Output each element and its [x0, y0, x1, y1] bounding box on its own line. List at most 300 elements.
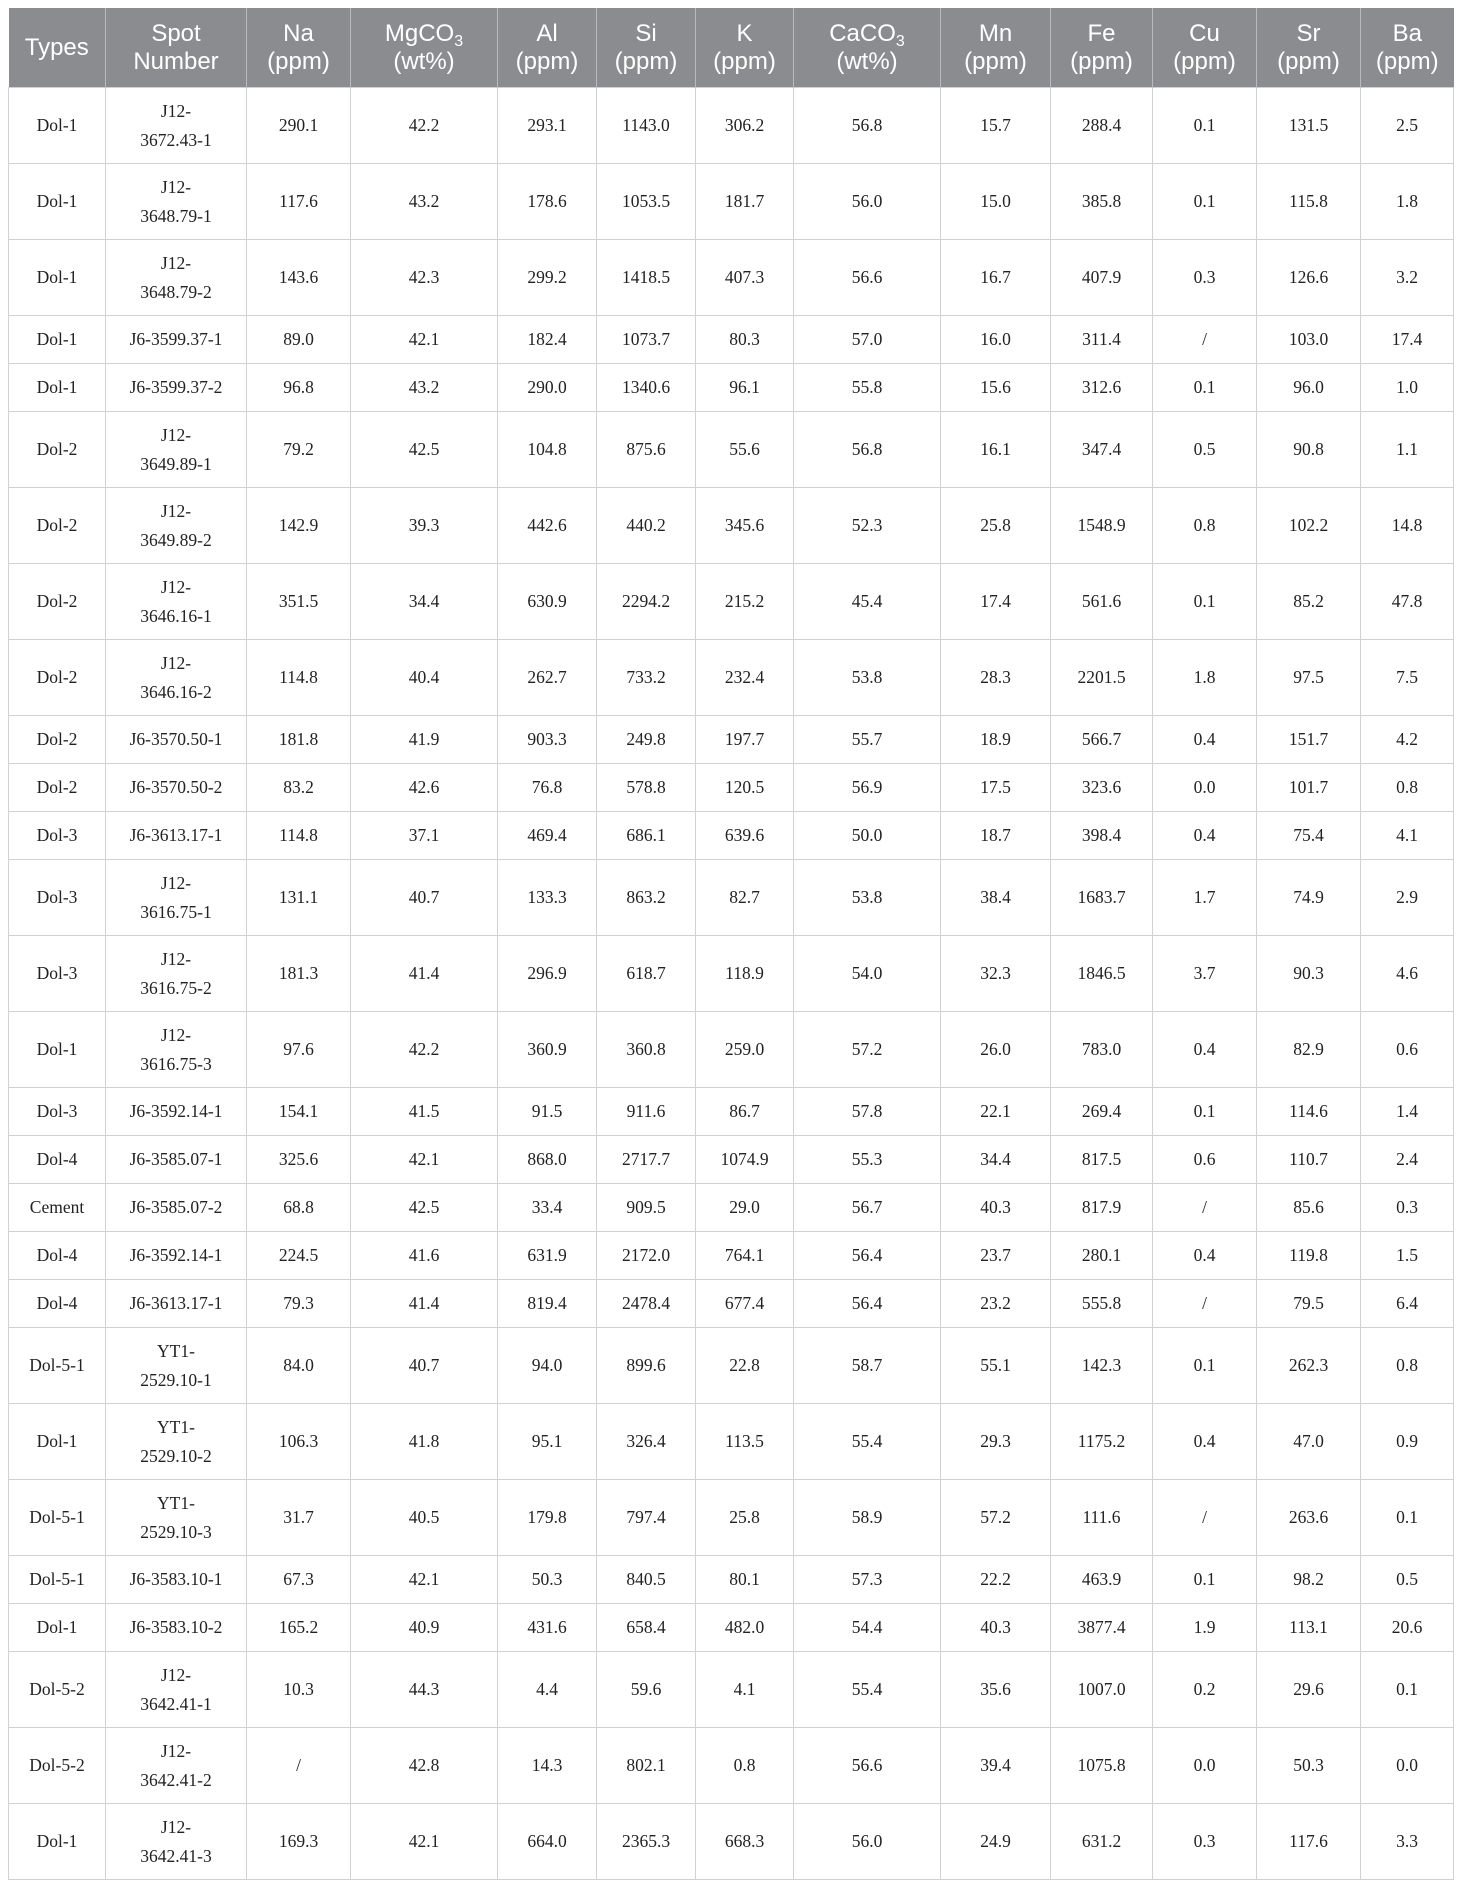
- table-row: [9, 1232, 1454, 1280]
- cell-na: 79.3: [247, 1280, 351, 1328]
- cell-cu: 0.3: [1153, 240, 1257, 316]
- column-header-main: Fe: [1087, 19, 1116, 47]
- cell-al: 76.8: [498, 764, 597, 812]
- cell-mn: 23.2: [941, 1280, 1051, 1328]
- table-row: [9, 1652, 1454, 1728]
- cell-al: 631.9: [498, 1232, 597, 1280]
- cell-ba: 2.5: [1361, 88, 1454, 164]
- cell-mn: 17.5: [941, 764, 1051, 812]
- table-row: [9, 488, 1454, 564]
- cell-k: 118.9: [696, 936, 794, 1012]
- cell-fe: 398.4: [1051, 812, 1153, 860]
- cell-type: Cement: [9, 1184, 106, 1232]
- cell-si: 1418.5: [597, 240, 696, 316]
- cell-mgco3: 42.2: [351, 1012, 498, 1088]
- cell-mgco3: 41.9: [351, 716, 498, 764]
- cell-mgco3: 42.1: [351, 1804, 498, 1880]
- cell-na: 143.6: [247, 240, 351, 316]
- cell-na: 96.8: [247, 364, 351, 412]
- cell-mn: 55.1: [941, 1328, 1051, 1404]
- cell-mgco3: 42.8: [351, 1728, 498, 1804]
- cell-caco3: 53.8: [794, 860, 941, 936]
- column-header-unit: (wt%): [836, 47, 898, 75]
- cell-mgco3: 42.1: [351, 1136, 498, 1184]
- cell-spot-number: J12- 3642.41-1: [106, 1652, 247, 1728]
- cell-si: 2294.2: [597, 564, 696, 640]
- column-header-cu: [1153, 8, 1257, 88]
- cell-caco3: 45.4: [794, 564, 941, 640]
- cell-cu: 0.4: [1153, 1232, 1257, 1280]
- cell-cu: 0.4: [1153, 812, 1257, 860]
- table-row: [9, 88, 1454, 164]
- cell-si: 802.1: [597, 1728, 696, 1804]
- cell-caco3: 55.4: [794, 1404, 941, 1480]
- cell-mn: 57.2: [941, 1480, 1051, 1556]
- column-header-main: K: [736, 19, 753, 47]
- cell-sr: 79.5: [1257, 1280, 1361, 1328]
- cell-na: 68.8: [247, 1184, 351, 1232]
- cell-na: 131.1: [247, 860, 351, 936]
- column-header-main: CaCO: [829, 19, 896, 47]
- table-row: [9, 764, 1454, 812]
- column-header-main: Sr: [1296, 19, 1321, 47]
- cell-mn: 18.9: [941, 716, 1051, 764]
- cell-al: 104.8: [498, 412, 597, 488]
- cell-sr: 90.8: [1257, 412, 1361, 488]
- cell-fe: 555.8: [1051, 1280, 1153, 1328]
- cell-si: 2478.4: [597, 1280, 696, 1328]
- cell-fe: 385.8: [1051, 164, 1153, 240]
- cell-type: Dol-5-2: [9, 1652, 106, 1728]
- cell-na: 117.6: [247, 164, 351, 240]
- cell-spot-number: J6-3570.50-1: [106, 716, 247, 764]
- cell-k: 120.5: [696, 764, 794, 812]
- cell-fe: 1175.2: [1051, 1404, 1153, 1480]
- cell-spot-number: J12- 3616.75-3: [106, 1012, 247, 1088]
- cell-si: 1143.0: [597, 88, 696, 164]
- table-row: [9, 812, 1454, 860]
- cell-fe: 288.4: [1051, 88, 1153, 164]
- cell-ba: 0.8: [1361, 764, 1454, 812]
- cell-na: 290.1: [247, 88, 351, 164]
- cell-mgco3: 40.4: [351, 640, 498, 716]
- cell-cu: 0.1: [1153, 564, 1257, 640]
- cell-caco3: 58.7: [794, 1328, 941, 1404]
- table-row: [9, 1556, 1454, 1604]
- cell-k: 29.0: [696, 1184, 794, 1232]
- cell-spot-number: J6-3585.07-2: [106, 1184, 247, 1232]
- cell-mn: 40.3: [941, 1604, 1051, 1652]
- column-header-main: Types: [24, 33, 89, 61]
- cell-fe: 347.4: [1051, 412, 1153, 488]
- cell-spot-number: J6-3583.10-1: [106, 1556, 247, 1604]
- cell-mn: 39.4: [941, 1728, 1051, 1804]
- cell-na: 142.9: [247, 488, 351, 564]
- cell-al: 469.4: [498, 812, 597, 860]
- cell-ba: 1.0: [1361, 364, 1454, 412]
- cell-ba: 3.2: [1361, 240, 1454, 316]
- cell-k: 677.4: [696, 1280, 794, 1328]
- cell-si: 2365.3: [597, 1804, 696, 1880]
- column-header-subscript: 3: [454, 32, 464, 50]
- cell-spot-number: J12- 3672.43-1: [106, 88, 247, 164]
- cell-k: 86.7: [696, 1088, 794, 1136]
- cell-si: 1073.7: [597, 316, 696, 364]
- cell-mn: 15.6: [941, 364, 1051, 412]
- cell-sr: 74.9: [1257, 860, 1361, 936]
- cell-mn: 16.0: [941, 316, 1051, 364]
- cell-k: 764.1: [696, 1232, 794, 1280]
- cell-fe: 2201.5: [1051, 640, 1153, 716]
- table-row: [9, 860, 1454, 936]
- cell-mgco3: 42.1: [351, 1556, 498, 1604]
- cell-fe: 783.0: [1051, 1012, 1153, 1088]
- column-header-mn: [941, 8, 1051, 88]
- cell-cu: 0.3: [1153, 1804, 1257, 1880]
- table-row: [9, 1404, 1454, 1480]
- cell-mn: 17.4: [941, 564, 1051, 640]
- cell-cu: 1.8: [1153, 640, 1257, 716]
- cell-ba: 4.1: [1361, 812, 1454, 860]
- cell-cu: 0.1: [1153, 88, 1257, 164]
- cell-k: 197.7: [696, 716, 794, 764]
- cell-type: Dol-2: [9, 488, 106, 564]
- column-header-unit: (ppm): [614, 47, 678, 75]
- cell-type: Dol-5-1: [9, 1556, 106, 1604]
- table-row: [9, 164, 1454, 240]
- cell-caco3: 56.4: [794, 1232, 941, 1280]
- cell-caco3: 56.6: [794, 1728, 941, 1804]
- cell-caco3: 55.3: [794, 1136, 941, 1184]
- cell-na: /: [247, 1728, 351, 1804]
- cell-fe: 3877.4: [1051, 1604, 1153, 1652]
- cell-type: Dol-1: [9, 1012, 106, 1088]
- cell-fe: 817.9: [1051, 1184, 1153, 1232]
- cell-mgco3: 34.4: [351, 564, 498, 640]
- cell-mn: 29.3: [941, 1404, 1051, 1480]
- cell-mgco3: 43.2: [351, 364, 498, 412]
- cell-si: 658.4: [597, 1604, 696, 1652]
- cell-mn: 40.3: [941, 1184, 1051, 1232]
- cell-k: 482.0: [696, 1604, 794, 1652]
- cell-mgco3: 41.6: [351, 1232, 498, 1280]
- cell-mgco3: 40.5: [351, 1480, 498, 1556]
- cell-si: 578.8: [597, 764, 696, 812]
- cell-type: Dol-2: [9, 640, 106, 716]
- column-header-main: Si: [635, 19, 657, 47]
- cell-spot-number: J6-3592.14-1: [106, 1088, 247, 1136]
- cell-mgco3: 39.3: [351, 488, 498, 564]
- cell-cu: 0.6: [1153, 1136, 1257, 1184]
- cell-type: Dol-2: [9, 564, 106, 640]
- cell-ba: 1.4: [1361, 1088, 1454, 1136]
- cell-al: 91.5: [498, 1088, 597, 1136]
- cell-cu: 0.5: [1153, 412, 1257, 488]
- cell-k: 668.3: [696, 1804, 794, 1880]
- column-header-unit: (ppm): [1375, 47, 1439, 75]
- cell-si: 909.5: [597, 1184, 696, 1232]
- column-header-subscript: 3: [895, 32, 905, 50]
- cell-si: 440.2: [597, 488, 696, 564]
- cell-spot-number: J12- 3649.89-2: [106, 488, 247, 564]
- cell-ba: 1.5: [1361, 1232, 1454, 1280]
- cell-cu: 1.9: [1153, 1604, 1257, 1652]
- cell-type: Dol-1: [9, 364, 106, 412]
- cell-na: 114.8: [247, 640, 351, 716]
- column-header-unit: (ppm): [964, 47, 1027, 75]
- cell-sr: 113.1: [1257, 1604, 1361, 1652]
- cell-cu: /: [1153, 1184, 1257, 1232]
- cell-type: Dol-3: [9, 860, 106, 936]
- cell-caco3: 56.7: [794, 1184, 941, 1232]
- cell-al: 819.4: [498, 1280, 597, 1328]
- cell-fe: 1683.7: [1051, 860, 1153, 936]
- cell-spot-number: J6-3599.37-1: [106, 316, 247, 364]
- cell-k: 80.3: [696, 316, 794, 364]
- cell-caco3: 55.8: [794, 364, 941, 412]
- cell-si: 1340.6: [597, 364, 696, 412]
- cell-mn: 35.6: [941, 1652, 1051, 1728]
- cell-mn: 18.7: [941, 812, 1051, 860]
- cell-caco3: 54.0: [794, 936, 941, 1012]
- cell-mgco3: 42.3: [351, 240, 498, 316]
- cell-al: 293.1: [498, 88, 597, 164]
- cell-fe: 312.6: [1051, 364, 1153, 412]
- table-row: [9, 1088, 1454, 1136]
- cell-k: 113.5: [696, 1404, 794, 1480]
- cell-sr: 262.3: [1257, 1328, 1361, 1404]
- cell-mgco3: 43.2: [351, 164, 498, 240]
- cell-al: 262.7: [498, 640, 597, 716]
- cell-cu: 1.7: [1153, 860, 1257, 936]
- cell-spot-number: J12- 3646.16-1: [106, 564, 247, 640]
- cell-al: 94.0: [498, 1328, 597, 1404]
- column-header-spot: [106, 8, 247, 88]
- table-row: [9, 716, 1454, 764]
- column-header-fe: [1051, 8, 1153, 88]
- cell-spot-number: J6-3592.14-1: [106, 1232, 247, 1280]
- cell-al: 290.0: [498, 364, 597, 412]
- cell-caco3: 57.0: [794, 316, 941, 364]
- cell-caco3: 57.8: [794, 1088, 941, 1136]
- cell-caco3: 56.8: [794, 412, 941, 488]
- cell-na: 169.3: [247, 1804, 351, 1880]
- table-header: [9, 8, 1454, 88]
- cell-sr: 126.6: [1257, 240, 1361, 316]
- cell-caco3: 56.0: [794, 164, 941, 240]
- cell-al: 903.3: [498, 716, 597, 764]
- cell-k: 259.0: [696, 1012, 794, 1088]
- cell-k: 215.2: [696, 564, 794, 640]
- cell-fe: 311.4: [1051, 316, 1153, 364]
- cell-spot-number: J6-3613.17-1: [106, 812, 247, 860]
- cell-na: 83.2: [247, 764, 351, 812]
- cell-cu: 0.0: [1153, 1728, 1257, 1804]
- cell-si: 2717.7: [597, 1136, 696, 1184]
- cell-si: 863.2: [597, 860, 696, 936]
- cell-fe: 1007.0: [1051, 1652, 1153, 1728]
- cell-mgco3: 37.1: [351, 812, 498, 860]
- cell-ba: 0.1: [1361, 1480, 1454, 1556]
- cell-caco3: 54.4: [794, 1604, 941, 1652]
- table-row: [9, 1136, 1454, 1184]
- cell-cu: /: [1153, 1280, 1257, 1328]
- cell-sr: 50.3: [1257, 1728, 1361, 1804]
- cell-type: Dol-5-1: [9, 1480, 106, 1556]
- cell-type: Dol-3: [9, 812, 106, 860]
- cell-k: 82.7: [696, 860, 794, 936]
- cell-caco3: 55.4: [794, 1652, 941, 1728]
- cell-mn: 28.3: [941, 640, 1051, 716]
- column-header-main: MgCO: [384, 19, 455, 47]
- table-row: [9, 1728, 1454, 1804]
- column-header-sr: [1257, 8, 1361, 88]
- column-header-unit: (ppm): [1070, 47, 1133, 75]
- cell-k: 345.6: [696, 488, 794, 564]
- cell-fe: 566.7: [1051, 716, 1153, 764]
- cell-al: 442.6: [498, 488, 597, 564]
- cell-cu: 0.0: [1153, 764, 1257, 812]
- cell-sr: 117.6: [1257, 1804, 1361, 1880]
- cell-sr: 131.5: [1257, 88, 1361, 164]
- cell-type: Dol-1: [9, 88, 106, 164]
- cell-type: Dol-5-2: [9, 1728, 106, 1804]
- cell-na: 114.8: [247, 812, 351, 860]
- column-header-mgco3: [351, 8, 498, 88]
- cell-spot-number: J12- 3616.75-2: [106, 936, 247, 1012]
- column-header-main: Na: [283, 19, 314, 47]
- cell-caco3: 52.3: [794, 488, 941, 564]
- cell-ba: 2.4: [1361, 1136, 1454, 1184]
- cell-mn: 23.7: [941, 1232, 1051, 1280]
- cell-spot-number: J12- 3648.79-1: [106, 164, 247, 240]
- cell-ba: 47.8: [1361, 564, 1454, 640]
- cell-cu: 0.4: [1153, 1404, 1257, 1480]
- table-row: [9, 1012, 1454, 1088]
- table-row: [9, 1604, 1454, 1652]
- cell-mgco3: 42.2: [351, 88, 498, 164]
- cell-k: 55.6: [696, 412, 794, 488]
- table-row: [9, 936, 1454, 1012]
- cell-si: 2172.0: [597, 1232, 696, 1280]
- column-header-unit: (ppm): [267, 47, 330, 75]
- cell-fe: 1846.5: [1051, 936, 1153, 1012]
- cell-type: Dol-3: [9, 936, 106, 1012]
- cell-k: 25.8: [696, 1480, 794, 1556]
- cell-sr: 115.8: [1257, 164, 1361, 240]
- cell-si: 686.1: [597, 812, 696, 860]
- column-header-na: [247, 8, 351, 88]
- cell-sr: 96.0: [1257, 364, 1361, 412]
- cell-na: 67.3: [247, 1556, 351, 1604]
- cell-ba: 0.1: [1361, 1652, 1454, 1728]
- column-header-unit: (ppm): [515, 47, 579, 75]
- table-row: [9, 640, 1454, 716]
- cell-na: 165.2: [247, 1604, 351, 1652]
- cell-al: 4.4: [498, 1652, 597, 1728]
- cell-na: 224.5: [247, 1232, 351, 1280]
- cell-spot-number: J12- 3642.41-3: [106, 1804, 247, 1880]
- cell-mn: 22.2: [941, 1556, 1051, 1604]
- cell-fe: 269.4: [1051, 1088, 1153, 1136]
- cell-mgco3: 42.6: [351, 764, 498, 812]
- column-header-caco3: [794, 8, 941, 88]
- cell-spot-number: J12- 3646.16-2: [106, 640, 247, 716]
- cell-cu: 0.1: [1153, 1328, 1257, 1404]
- column-header-main: Mn: [978, 19, 1013, 47]
- cell-type: Dol-1: [9, 316, 106, 364]
- cell-sr: 263.6: [1257, 1480, 1361, 1556]
- cell-k: 639.6: [696, 812, 794, 860]
- cell-si: 249.8: [597, 716, 696, 764]
- cell-mn: 16.1: [941, 412, 1051, 488]
- cell-na: 325.6: [247, 1136, 351, 1184]
- cell-mn: 24.9: [941, 1804, 1051, 1880]
- column-header-ba: [1361, 8, 1454, 88]
- column-header-unit: (wt%): [393, 47, 455, 75]
- cell-cu: /: [1153, 316, 1257, 364]
- cell-na: 79.2: [247, 412, 351, 488]
- cell-mgco3: 40.7: [351, 1328, 498, 1404]
- cell-caco3: 56.6: [794, 240, 941, 316]
- cell-ba: 1.1: [1361, 412, 1454, 488]
- cell-mgco3: 42.5: [351, 1184, 498, 1232]
- cell-al: 630.9: [498, 564, 597, 640]
- column-header-types: [9, 8, 106, 88]
- cell-al: 133.3: [498, 860, 597, 936]
- cell-mn: 16.7: [941, 240, 1051, 316]
- cell-cu: /: [1153, 1480, 1257, 1556]
- table-row: [9, 240, 1454, 316]
- cell-sr: 102.2: [1257, 488, 1361, 564]
- cell-cu: 0.1: [1153, 164, 1257, 240]
- cell-mgco3: 40.7: [351, 860, 498, 936]
- cell-sr: 82.9: [1257, 1012, 1361, 1088]
- cell-k: 96.1: [696, 364, 794, 412]
- cell-mn: 38.4: [941, 860, 1051, 936]
- cell-al: 664.0: [498, 1804, 597, 1880]
- cell-ba: 0.5: [1361, 1556, 1454, 1604]
- column-header-main: Ba: [1392, 19, 1422, 47]
- cell-spot-number: J6-3585.07-1: [106, 1136, 247, 1184]
- cell-al: 360.9: [498, 1012, 597, 1088]
- cell-sr: 85.2: [1257, 564, 1361, 640]
- cell-fe: 407.9: [1051, 240, 1153, 316]
- cell-type: Dol-2: [9, 764, 106, 812]
- cell-ba: 0.0: [1361, 1728, 1454, 1804]
- cell-al: 178.6: [498, 164, 597, 240]
- cell-sr: 90.3: [1257, 936, 1361, 1012]
- cell-na: 31.7: [247, 1480, 351, 1556]
- cell-mn: 32.3: [941, 936, 1051, 1012]
- cell-sr: 151.7: [1257, 716, 1361, 764]
- cell-caco3: 56.4: [794, 1280, 941, 1328]
- column-header-unit: Number: [133, 47, 219, 75]
- cell-mgco3: 41.4: [351, 1280, 498, 1328]
- cell-ba: 3.3: [1361, 1804, 1454, 1880]
- cell-sr: 29.6: [1257, 1652, 1361, 1728]
- cell-ba: 7.5: [1361, 640, 1454, 716]
- cell-mn: 15.7: [941, 88, 1051, 164]
- cell-al: 299.2: [498, 240, 597, 316]
- cell-cu: 3.7: [1153, 936, 1257, 1012]
- cell-k: 80.1: [696, 1556, 794, 1604]
- cell-na: 181.8: [247, 716, 351, 764]
- cell-ba: 20.6: [1361, 1604, 1454, 1652]
- cell-mn: 15.0: [941, 164, 1051, 240]
- cell-fe: 111.6: [1051, 1480, 1153, 1556]
- cell-fe: 463.9: [1051, 1556, 1153, 1604]
